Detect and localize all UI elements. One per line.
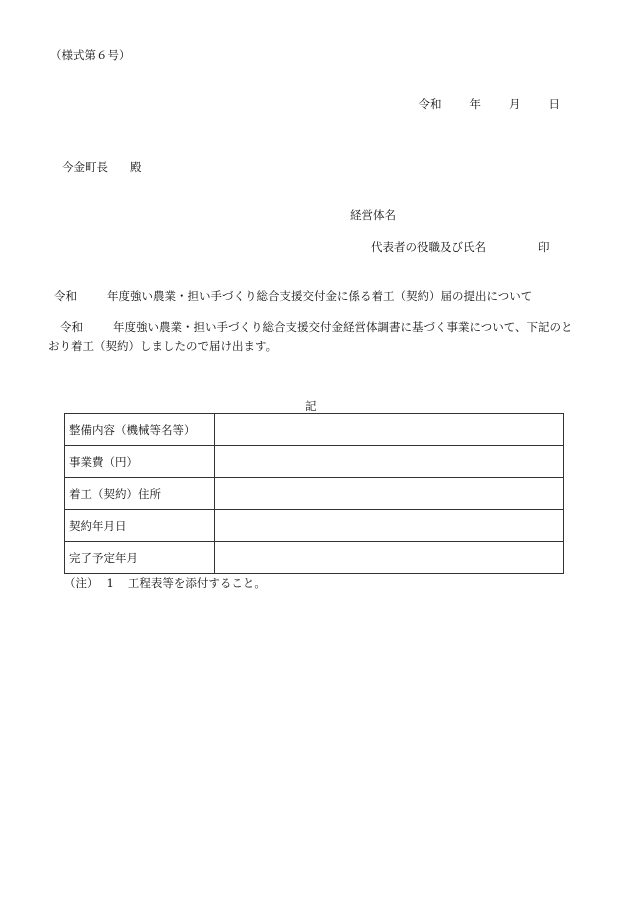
- table-row-label: 事業費（円）: [65, 446, 215, 478]
- detail-table: [64, 413, 564, 574]
- date-line: [419, 96, 561, 112]
- table-row-value[interactable]: [215, 478, 564, 510]
- table-row-value[interactable]: [215, 542, 564, 574]
- addressee-title: 今金町長: [62, 160, 108, 174]
- table-row-label: 契約年月日: [65, 510, 215, 542]
- representative-line: [371, 239, 550, 255]
- table-row-label: 着工（契約）住所: [65, 478, 215, 510]
- seal-label: 印: [538, 240, 550, 254]
- table-row-value[interactable]: [215, 414, 564, 446]
- table-row: [65, 478, 564, 510]
- body-text: 年度強い農業・担い手づくり総合支援交付金経営体調書に基づく事業について、下記のとおり着工（契約）しましたので届け出ます。: [48, 320, 573, 353]
- date-year-label: 年: [469, 97, 481, 111]
- table-row-value[interactable]: [215, 510, 564, 542]
- form-number: （様式第６号）: [50, 48, 131, 62]
- table-row-label: 完了予定年月: [65, 542, 215, 574]
- table-row-value[interactable]: [215, 446, 564, 478]
- table-row: [65, 542, 564, 574]
- note-number: 1: [106, 576, 114, 590]
- date-era: 令和: [418, 97, 442, 111]
- subject-line: [54, 288, 532, 304]
- date-month-label: 月: [509, 97, 521, 111]
- note-line: [64, 575, 266, 591]
- addressee-honorific: 殿: [130, 160, 142, 174]
- date-day-label: 日: [548, 97, 560, 111]
- subject-text: 年度強い農業・担い手づくり総合支援交付金に係る着工（契約）届の提出について: [107, 289, 533, 303]
- ki-heading: 記: [305, 399, 317, 413]
- note-text: 工程表等を添付すること。: [127, 576, 266, 590]
- note-prefix: （注）: [64, 576, 99, 590]
- addressee: [62, 159, 142, 175]
- table-row: [65, 446, 564, 478]
- table-row: [65, 510, 564, 542]
- table-row-label: 整備内容（機械等名等）: [65, 414, 215, 446]
- representative-label: 代表者の役職及び氏名: [371, 240, 486, 254]
- table-row: [65, 414, 564, 446]
- org-name-label: 経営体名: [350, 208, 396, 222]
- body-era: 令和: [60, 320, 83, 334]
- body-paragraph: [48, 318, 583, 356]
- subject-era: 令和: [54, 289, 77, 303]
